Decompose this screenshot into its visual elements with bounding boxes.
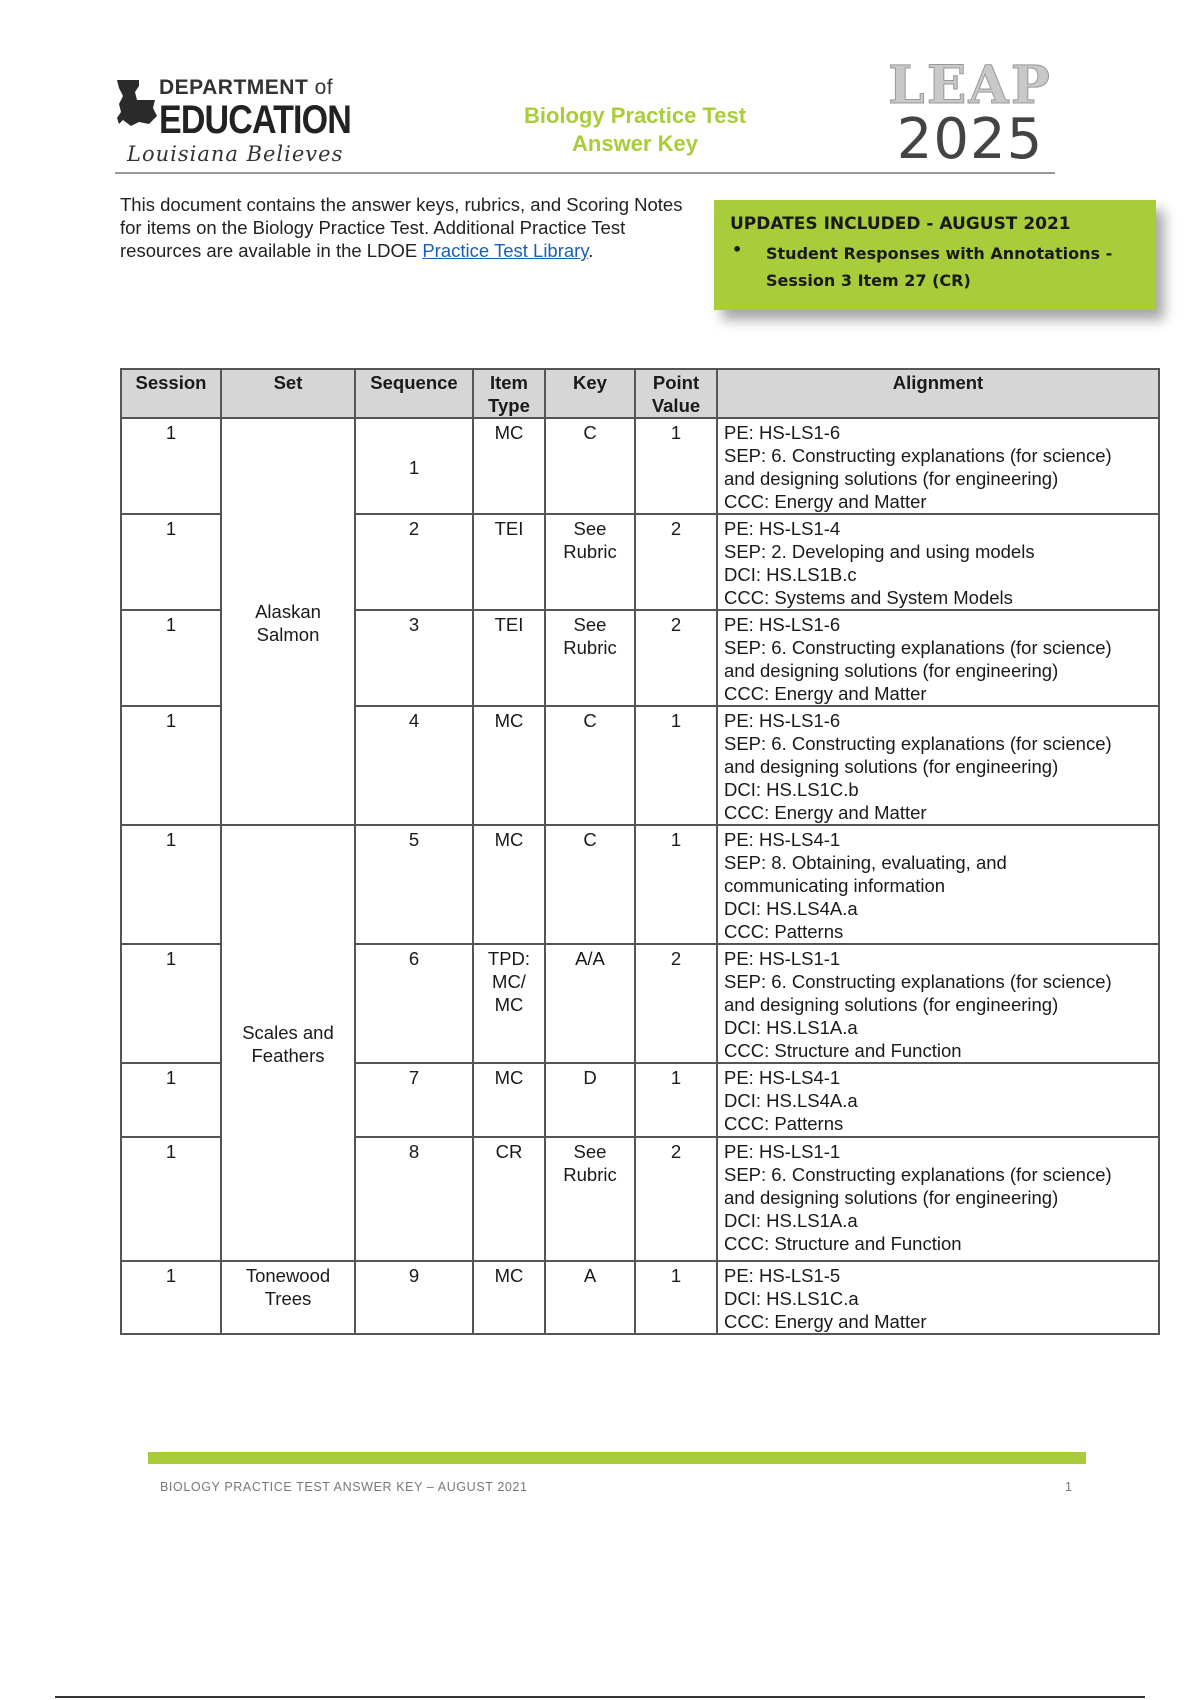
header-set: Set: [221, 369, 355, 418]
points-cell: 1: [635, 825, 717, 944]
alignment-cell: PE: HS-LS1-5 DCI: HS.LS1C.a CCC: Energy and Matter: [717, 1261, 1159, 1334]
bullet-icon: •: [732, 240, 743, 259]
sequence-cell: 6: [355, 944, 473, 1063]
sequence-cell: 7: [355, 1063, 473, 1137]
table-header-row: [121, 369, 1159, 418]
points-cell: 1: [635, 418, 717, 514]
updates-item: Student Responses with Annotations - Session 3 Item 27 (CR): [766, 244, 1113, 290]
points-cell: 1: [635, 1063, 717, 1137]
department-of-education-logo: [115, 70, 375, 165]
table-row: [121, 825, 1159, 944]
points-cell: 1: [635, 1261, 717, 1334]
item-type-cell: MC: [473, 825, 545, 944]
session-cell: 1: [121, 1063, 221, 1137]
document-title: [485, 102, 785, 158]
document-title-line2: Answer Key: [572, 131, 698, 156]
set-cell-alaskan-salmon: Alaskan Salmon: [221, 418, 355, 825]
session-cell: 1: [121, 1137, 221, 1261]
points-cell: 2: [635, 1137, 717, 1261]
alignment-cell: PE: HS-LS1-1 SEP: 6. Constructing explanations (for science) and designing solutions (for engineering) DCI: HS.LS1A.a CCC: Structure and Function: [717, 1137, 1159, 1261]
item-type-cell: TPD: MC/ MC: [473, 944, 545, 1063]
page-header: [115, 55, 1055, 174]
doe-tagline: Louisiana Believes: [127, 142, 344, 166]
key-cell: A: [545, 1261, 635, 1334]
header-alignment: Alignment: [717, 369, 1159, 418]
page-number: 1: [1065, 1480, 1072, 1494]
alignment-cell: PE: HS-LS1-6 SEP: 6. Constructing explanations (for science) and designing solutions (for engineering) CCC: Energy and Matter: [717, 418, 1159, 514]
header-sequence: Sequence: [355, 369, 473, 418]
louisiana-state-icon: [115, 78, 157, 128]
leap-logo-year: 2025: [896, 107, 1044, 172]
answer-key-table: [120, 368, 1160, 1335]
table-row: [121, 418, 1159, 514]
header-point-value: Point Value: [635, 369, 717, 418]
item-type-cell: TEI: [473, 610, 545, 706]
alignment-cell: PE: HS-LS1-6 SEP: 6. Constructing explanations (for science) and designing solutions (for engineering) DCI: HS.LS1C.b CCC: Energy and Matter: [717, 706, 1159, 825]
updates-callout: [714, 200, 1156, 310]
item-type-cell: MC: [473, 418, 545, 514]
alignment-cell: PE: HS-LS1-6 SEP: 6. Constructing explanations (for science) and designing solutions (for engineering) CCC: Energy and Matter: [717, 610, 1159, 706]
header-session: Session: [121, 369, 221, 418]
session-cell: 1: [121, 514, 221, 610]
page-bottom-rule: [55, 1696, 1145, 1698]
item-type-cell: MC: [473, 1261, 545, 1334]
key-cell: C: [545, 706, 635, 825]
leap-logo-word: LEAP: [888, 55, 1052, 116]
points-cell: 2: [635, 610, 717, 706]
item-type-cell: CR: [473, 1137, 545, 1261]
points-cell: 2: [635, 514, 717, 610]
sequence-cell: 8: [355, 1137, 473, 1261]
intro-paragraph: [120, 193, 700, 262]
alignment-cell: PE: HS-LS1-4 SEP: 2. Developing and using models DCI: HS.LS1B.c CCC: Systems and System Models: [717, 514, 1159, 610]
key-cell: See Rubric: [545, 610, 635, 706]
key-cell: C: [545, 825, 635, 944]
doe-title-line1: DEPARTMENT of: [159, 76, 334, 99]
session-cell: 1: [121, 944, 221, 1063]
points-cell: 1: [635, 706, 717, 825]
alignment-cell: PE: HS-LS4-1 SEP: 8. Obtaining, evaluating, and communicating information DCI: HS.LS4A.a CCC: Patterns: [717, 825, 1159, 944]
doe-title-line2: EDUCATION: [159, 98, 351, 142]
intro-period: .: [588, 240, 594, 261]
table-row: [121, 1261, 1159, 1334]
footer-accent-bar: [148, 1452, 1086, 1464]
alignment-cell: PE: HS-LS1-1 SEP: 6. Constructing explanations (for science) and designing solutions (for engineering) DCI: HS.LS1A.a CCC: Structure and Function: [717, 944, 1159, 1063]
sequence-cell: 5: [355, 825, 473, 944]
set-cell-scales-and-feathers: Scales and Feathers: [221, 825, 355, 1261]
updates-title: UPDATES INCLUDED - AUGUST 2021: [730, 214, 1071, 234]
session-cell: 1: [121, 610, 221, 706]
leap-2025-logo: [875, 55, 1065, 172]
document-title-line1: Biology Practice Test: [523, 103, 747, 128]
key-cell: C: [545, 418, 635, 514]
set-cell-tonewood-trees: Tonewood Trees: [221, 1261, 355, 1334]
points-cell: 2: [635, 944, 717, 1063]
sequence-cell: 4: [355, 706, 473, 825]
sequence-cell: 3: [355, 610, 473, 706]
sequence-cell: 1: [355, 418, 473, 514]
item-type-cell: TEI: [473, 514, 545, 610]
header-item-type: Item Type: [473, 369, 545, 418]
key-cell: See Rubric: [545, 1137, 635, 1261]
session-cell: 1: [121, 825, 221, 944]
session-cell: 1: [121, 706, 221, 825]
item-type-cell: MC: [473, 706, 545, 825]
item-type-cell: MC: [473, 1063, 545, 1137]
key-cell: A/A: [545, 944, 635, 1063]
alignment-cell: PE: HS-LS4-1 DCI: HS.LS4A.a CCC: Patterns: [717, 1063, 1159, 1137]
session-cell: 1: [121, 1261, 221, 1334]
intro-text: This document contains the answer keys, rubrics, and Scoring Notes for items on the Biology Practice Test. Additional Practice Test resources are available in the LDOE: [120, 194, 683, 261]
sequence-cell: 9: [355, 1261, 473, 1334]
footer-title: BIOLOGY PRACTICE TEST ANSWER KEY – AUGUST 2021: [160, 1480, 528, 1494]
header-key: Key: [545, 369, 635, 418]
practice-test-library-link[interactable]: Practice Test Library: [422, 240, 589, 261]
key-cell: D: [545, 1063, 635, 1137]
session-cell: 1: [121, 418, 221, 514]
sequence-cell: 2: [355, 514, 473, 610]
key-cell: See Rubric: [545, 514, 635, 610]
